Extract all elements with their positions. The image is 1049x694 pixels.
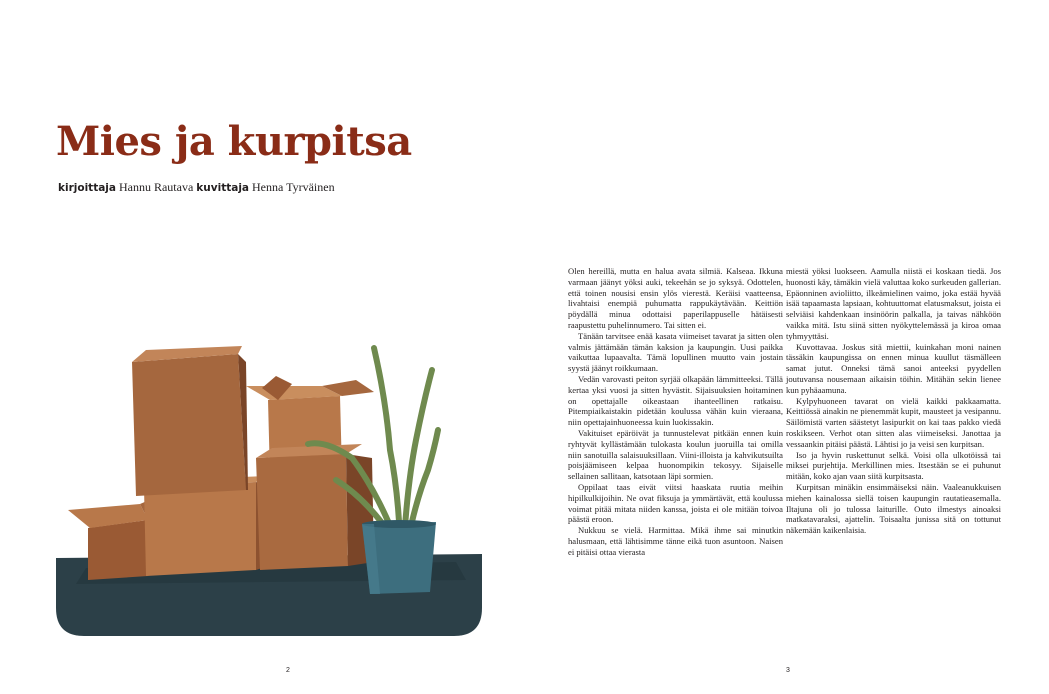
- paragraph: Nukkuu se vielä. Harmittaa. Mikä ihme sai minutkin halusmaan, että lähtisimme tänne eikä tuon asuntoon. Naisen ei pitäisi ottaa vierasta: [568, 525, 783, 557]
- left-page: [0, 0, 524, 694]
- paragraph: Olen hereillä, mutta en halua avata silmiä. Kalseaa. Ikkuna varmaan jäänyt yöksi auki, tekeehän se jo syksyä. Odottelen, että toinen nousisi ensin ylös vierestä. Keräisi vaatteensa, livahtaisi enempiä puhumatta rappukäytävään. Keittiön pöydällä minua odottaisi paperilappuselle hätäisesti raapustettu puhelinnumero. Tai sitten ei.: [568, 266, 783, 330]
- writer-name: Hannu Rautava: [118, 180, 194, 194]
- paragraph: miestä yöksi luokseen. Aamulla niistä ei koskaan tiedä. Jos huonosti käy, tämäkin vielä valuttaa koko surkeuden gallerian. Epäonninen avioliitto, ilkeämielinen vaimo, joka estää hyvää isää tapaamasta lapsiaan, kohtuuttomat elatusmaksut, joista ei selviäisi kahdenkaan insinöörin palkalla, ja taivas nähköön vaikka mitä. Istu siinä sitten nyökyttelemässä ja kiroa omaa tyhmyyttäsi.: [786, 266, 1001, 341]
- paragraph: Oppilaat taas eivät viitsi haaskata ruutia meihin hipilkulkijoihin. Ne ovat fiksuja ja ymmärtävät, että koulussa voimat pitää mitata niiden kanssa, joista ei ole mitään toivoa päästä eroon.: [568, 481, 783, 525]
- paragraph: Kuvottavaa. Joskus sitä miettii, kuinkahan moni nainen tässäkin kaupungissa on ennen minua kuullut täsmälleen samat jutut. Onneksi tämä sanoi anteeksi pyydellen joutuvansa nousemaan aikaisin töihin. Mitähän sekin lienee kun pyhäaamuna.: [786, 341, 1001, 395]
- paragraph: Vakituiset epäröivät ja tunnustelevat pitkään ennen kuin ryhtyvät kyllästämään tulokasta koulun juoruilla tai omilla niin sanotuilla salaisuuksillaan. Viini-illoista ja kahvikutsuilta poisjäämiseen kelpaa huonompikin tekosyy. Sijaiselle sellainen sallitaan, katsotaan läpi sormien.: [568, 427, 783, 482]
- paragraph: Vedän varovasti peiton syrjää olkapään lämmitteeksi. Tällä kertaa yksi vuosi ja sitten hyvästit. Sijaisuuksien hoitaminen on opettajalle oikeastaan ihanteellinen ratkaisu. Pitempiaikaistakin pidetään koulussa vähän kuin vieraana, niin opettajainhuoneessa kuin luokissakin.: [568, 373, 783, 428]
- illustrator-role: kuvittaja: [196, 182, 250, 194]
- paragraph: Kylpyhuoneen tavarat on vielä kaikki pakkaamatta. Keittiössä ainakin ne pienemmät kupit, mausteet ja vesipannu. Säilömistä varten säästetyt lasipurkit on kai taas pakko viedä roskikseen. Verhot otan sitten alas viimeiseksi. Janottaa ja vessaankin pitäisi päästä. Lähtisi jo ja veisi sen kurpitsan.: [786, 395, 1001, 449]
- paragraph: Iso ja hyvin ruskettunut selkä. Voisi olla ulkotöissä tai miksei purjehtija. Merkillinen mies. Itsestään se ei puhunut mitään, koko ajan vaan siitä kurpitsasta.: [786, 449, 1001, 482]
- text-column-1: [568, 266, 783, 558]
- plant-pot: [362, 520, 436, 594]
- boxes-illustration: [56, 340, 482, 636]
- text-column-2: [786, 266, 1001, 536]
- writer-role: kirjoittaja: [58, 182, 116, 194]
- paragraph: Kurpitsan minäkin ensimmäiseksi näin. Vaaleanukkuisen miehen kainalossa siellä toisen kaupungin rautatieasemalla. Iltajuna oli jo tulossa laiturille. Outo ilmestys ainoaksi matkatavaraksi, ajattelin. Toisaalta junissa sitä on tottunut näkemään kaikenlaisia.: [786, 481, 1001, 536]
- page-number-right: 3: [786, 667, 790, 674]
- story-title: Mies ja kurpitsa: [56, 118, 412, 165]
- page-number-left: 2: [286, 667, 290, 674]
- tall-box: [132, 346, 248, 496]
- right-page: [524, 0, 1049, 694]
- illustrator-name: Henna Tyrväinen: [252, 180, 335, 194]
- byline: [58, 180, 335, 195]
- paragraph: Tänään tarvitsee enää kasata viimeiset tavarat ja sitten olen valmis jättämään tämän kaksion ja kaupungin. Uusi paikka vaikuttaa lupaavalta. Tämä lopullinen muutto vain jostain syystä jäänyt roikkumaan.: [568, 330, 783, 374]
